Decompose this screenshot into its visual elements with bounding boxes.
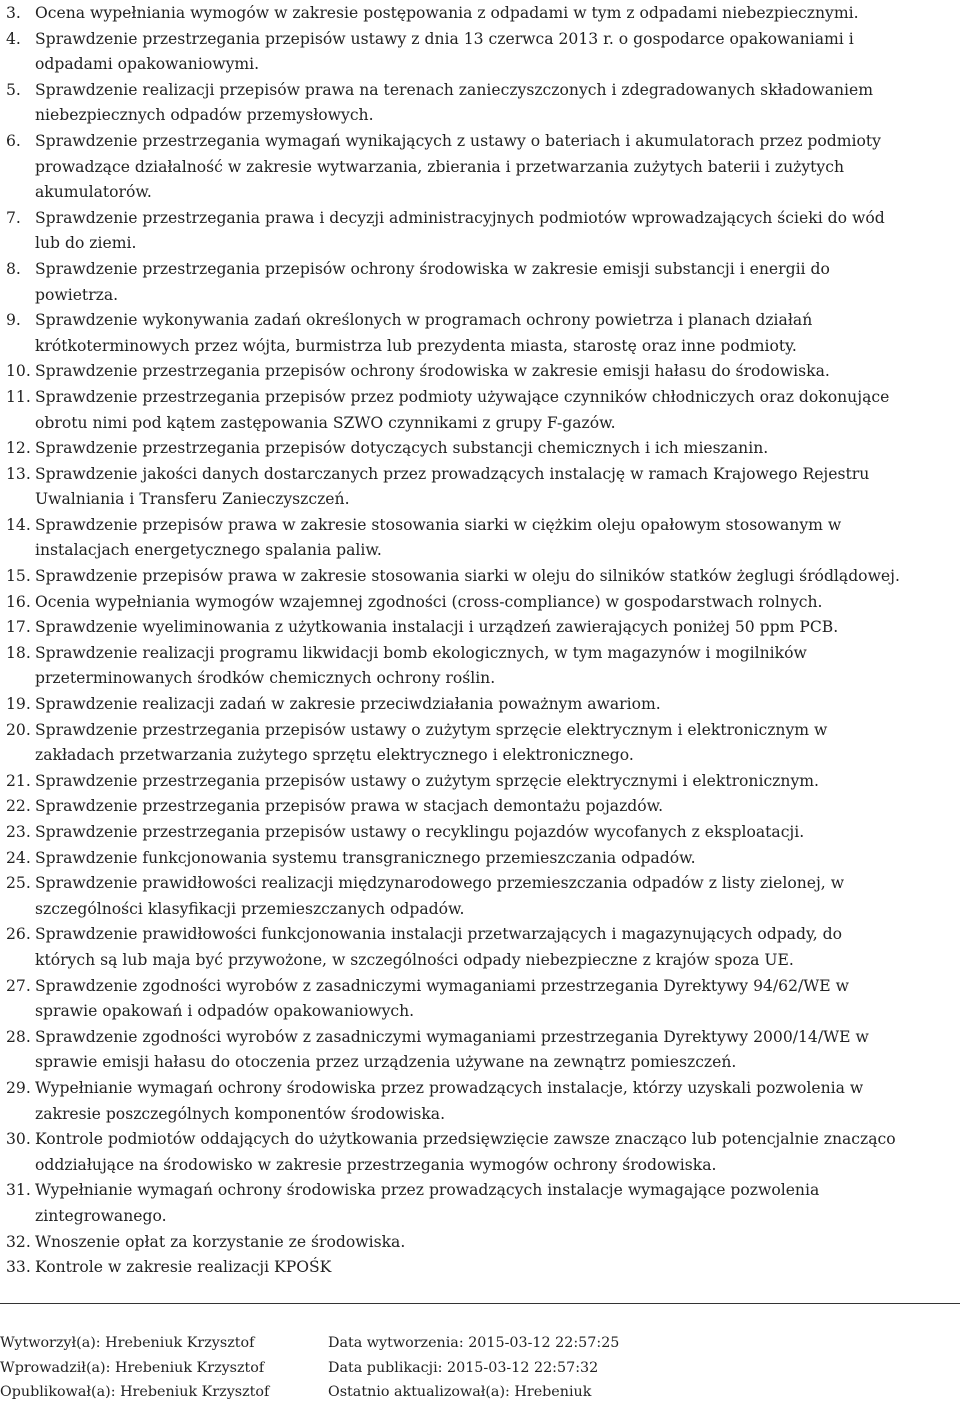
item-text: Sprawdzenie przestrzegania przepisów przez podmioty używające czynników chłodniczych oraz dokonujące obrotu nimi pod kątem zastępowania SZWO czynnikami z grupy F-gazów. (35, 387, 890, 432)
item-text: Sprawdzenie jakości danych dostarczanych przez prowadzących instalację w ramach Krajowego Rejestru Uwalniania i Transferu Zanieczyszczeń. (35, 464, 870, 509)
item-text: Sprawdzenie prawidłowości realizacji międzynarodowego przemieszczania odpadów z listy zielonej, w szczególności klasyfikacji przemieszczanych odpadów. (35, 874, 845, 918)
list-item (0, 590, 960, 616)
list-item (0, 718, 960, 769)
item-text: Sprawdzenie przestrzegania przepisów dotyczących substancji chemicznych i ich mieszanin. (35, 439, 769, 458)
footer-row (0, 1356, 960, 1381)
item-text: Sprawdzenie realizacji programu likwidacji bomb ekologicznych, w tym magazynów i mogilników przeterminowanych środków chemicznych ochrony roślin. (35, 643, 807, 688)
item-number: 24. (6, 848, 31, 867)
item-text: Wypełnianie wymagań ochrony środowiska przez prowadzących instalacje, którzy uzyskali pozwolenia w zakresie poszczególnych komponentów środowiska. (35, 1078, 864, 1123)
list-item (0, 1025, 960, 1076)
published-by: Opublikował(a): Hrebeniuk Krzysztof (0, 1384, 270, 1400)
list-item (0, 641, 960, 692)
list-item (0, 1178, 960, 1229)
item-number: 32. (6, 1232, 31, 1251)
item-text: Sprawdzenie wykonywania zadań określonych w programach ochrony powietrza i planach działań krótkoterminowych przez wójta, burmistrza lub prezydenta miasta, starostę oraz inne podmioty. (35, 311, 813, 355)
list-item (0, 769, 960, 795)
item-number: 14. (6, 515, 31, 534)
item-text: Sprawdzenie przestrzegania przepisów ochrony środowiska w zakresie emisji substancji i energii do powietrza. (35, 259, 830, 304)
created-by: Wytworzył(a): Hrebeniuk Krzysztof (0, 1335, 255, 1351)
list-item (0, 308, 960, 359)
item-text: Sprawdzenie przepisów prawa w zakresie stosowania siarki w oleju do silników statków żeglugi śródlądowej. (35, 567, 900, 586)
item-text: Sprawdzenie wyeliminowania z użytkowania instalacji i urządzeń zawierających poniżej 50 ppm PCB. (35, 618, 839, 637)
footer-row (0, 1380, 960, 1405)
item-text: Ocenia wypełniania wymogów wzajemnej zgodności (cross-compliance) w gospodarstwach rolnych. (35, 592, 823, 611)
list-item (0, 206, 960, 257)
item-number: 30. (6, 1130, 31, 1149)
item-number: 31. (6, 1181, 31, 1200)
item-text: Sprawdzenie przestrzegania przepisów ustawy o zużytym sprzęcie elektrycznym i elektronicznym w zakładach przetwarzania zużytego sprzętu elektrycznego i elektronicznego. (35, 720, 828, 765)
item-number: 6. (6, 131, 21, 150)
item-number: 20. (6, 720, 31, 739)
list-item (0, 27, 960, 78)
footer-row (0, 1331, 960, 1356)
list-item (0, 846, 960, 872)
created-date: Data wytworzenia: 2015-03-12 22:57:25 (328, 1335, 620, 1351)
list-item (0, 615, 960, 641)
item-number: 33. (6, 1258, 31, 1277)
item-number: 13. (6, 464, 31, 483)
item-text: Sprawdzenie przepisów prawa w zakresie stosowania siarki w ciężkim oleju opałowym stosowanym w instalacjach energetycznego spalania paliw. (35, 515, 842, 560)
metadata-footer (0, 1331, 960, 1405)
item-text: Sprawdzenie zgodności wyrobów z zasadniczymi wymaganiami przestrzegania Dyrektywy 2000/14/WE w sprawie emisji hałasu do otoczenia przez urządzenia używane na zewnątrz pomieszczeń. (35, 1027, 869, 1072)
list-item (0, 1, 960, 27)
list-item (0, 820, 960, 846)
item-number: 12. (6, 439, 31, 458)
item-text: Sprawdzenie przestrzegania prawa i decyzji administracyjnych podmiotów wprowadzających ścieki do wód lub do ziemi. (35, 208, 885, 253)
list-item (0, 436, 960, 462)
item-number: 4. (6, 29, 21, 48)
list-item (0, 129, 960, 206)
item-text: Sprawdzenie zgodności wyrobów z zasadniczymi wymaganiami przestrzegania Dyrektywy 94/62/WE w sprawie opakowań i odpadów opakowaniowych. (35, 976, 849, 1021)
item-text: Wypełnianie wymagań ochrony środowiska przez prowadzących instalacje wymagające pozwolenia zintegrowanego. (35, 1181, 820, 1225)
list-item (0, 385, 960, 436)
item-text: Ocena wypełniania wymogów w zakresie postępowania z odpadami w tym z odpadami niebezpiecznymi. (35, 4, 859, 22)
published-date: Data publikacji: 2015-03-12 22:57:32 (328, 1359, 599, 1376)
item-number: 29. (6, 1078, 31, 1097)
footer-divider (0, 1303, 960, 1304)
list-item (0, 78, 960, 129)
list-item (0, 1127, 960, 1178)
item-number: 15. (6, 567, 31, 586)
list-item (0, 1230, 960, 1256)
list-item (0, 462, 960, 513)
inspection-list (0, 1, 960, 1281)
item-number: 16. (6, 592, 31, 611)
item-number: 7. (6, 208, 21, 227)
list-item (0, 1076, 960, 1127)
item-text: Sprawdzenie realizacji przepisów prawa na terenach zanieczyszczonych i zdegradowanych składowaniem niebezpiecznych odpadów przemysłowych. (35, 80, 874, 125)
list-item (0, 974, 960, 1025)
item-number: 9. (6, 311, 21, 330)
item-text: Sprawdzenie przestrzegania wymagań wynikających z ustawy o bateriach i akumulatorach przez podmioty prowadzące działalność w zakresie wytwarzania, zbierania i przetwarzania zużytych baterii i zużytych akumulatorów. (35, 131, 881, 202)
item-number: 27. (6, 976, 31, 995)
list-item (0, 1255, 960, 1281)
item-text: Sprawdzenie funkcjonowania systemu transgranicznego przemieszczania odpadów. (35, 848, 696, 867)
list-item (0, 564, 960, 590)
list-item (0, 794, 960, 820)
item-text: Sprawdzenie prawidłowości funkcjonowania instalacji przetwarzających i magazynujących odpady, do których są lub maja być przywożone, w szczególności odpady niebezpieczne z krajów spoza UE. (35, 925, 842, 969)
list-item (0, 922, 960, 973)
list-item (0, 359, 960, 385)
item-number: 25. (6, 874, 31, 893)
item-number: 18. (6, 643, 31, 662)
entered-by: Wprowadził(a): Hrebeniuk Krzysztof (0, 1359, 265, 1376)
item-text: Sprawdzenie przestrzegania przepisów ustawy o zużytym sprzęcie elektrycznymi i elektronicznym. (35, 771, 819, 790)
item-text: Sprawdzenie realizacji zadań w zakresie przeciwdziałania poważnym awariom. (35, 695, 661, 714)
item-number: 8. (6, 259, 21, 278)
list-item (0, 257, 960, 308)
item-text: Wnoszenie opłat za korzystanie ze środowiska. (35, 1232, 406, 1251)
item-text: Kontrole w zakresie realizacji KPOŚK (35, 1258, 332, 1277)
list-item (0, 692, 960, 718)
item-text: Kontrole podmiotów oddających do użytkowania przedsięwzięcie zawsze znacząco lub potencjalnie znacząco oddziałujące na środowisko w zakresie przestrzegania wymogów ochrony środowiska. (35, 1130, 896, 1174)
item-number: 23. (6, 823, 31, 841)
list-item (0, 513, 960, 564)
item-number: 28. (6, 1027, 31, 1046)
item-number: 17. (6, 618, 31, 637)
item-number: 26. (6, 925, 31, 944)
item-text: Sprawdzenie przestrzegania przepisów ochrony środowiska w zakresie emisji hałasu do środowiska. (35, 362, 830, 381)
item-number: 11. (6, 387, 31, 406)
item-number: 5. (6, 80, 21, 99)
list-item (0, 871, 960, 922)
item-number: 3. (6, 4, 21, 22)
item-text: Sprawdzenie przestrzegania przepisów ustawy z dnia 13 czerwca 2013 r. o gospodarce opakowaniami i odpadami opakowaniowymi. (35, 29, 854, 74)
updated-by: Ostatnio aktualizował(a): Hrebeniuk (328, 1384, 592, 1400)
item-number: 21. (6, 771, 31, 790)
item-number: 10. (6, 362, 31, 381)
item-text: Sprawdzenie przestrzegania przepisów prawa w stacjach demontażu pojazdów. (35, 797, 664, 816)
item-text: Sprawdzenie przestrzegania przepisów ustawy o recyklingu pojazdów wycofanych z eksploatacji. (35, 823, 805, 841)
item-number: 22. (6, 797, 31, 816)
item-number: 19. (6, 695, 31, 714)
